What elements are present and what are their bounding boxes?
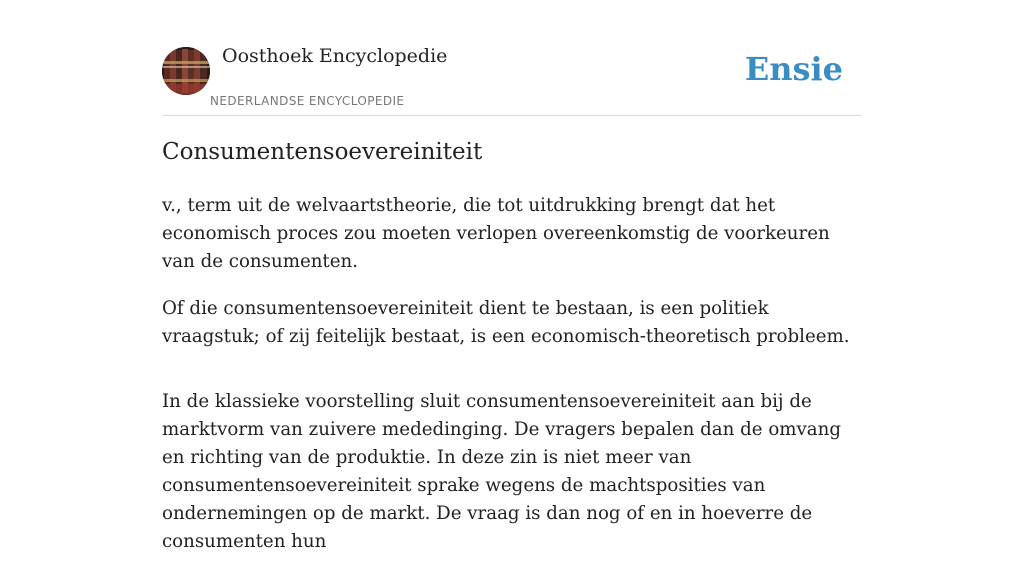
brand-logo[interactable]: Ensie (744, 50, 843, 88)
encyclopedia-books-icon (162, 47, 210, 95)
article-body (162, 192, 867, 575)
page (162, 0, 862, 552)
source-subtitle: NEDERLANDSE ENCYCLOPEDIE (210, 94, 405, 108)
avatar[interactable] (162, 47, 210, 95)
source-title[interactable]: Oosthoek Encyclopedie (222, 45, 448, 67)
article-paragraph-3: In de klassieke voorstelling sluit consumentensoevereiniteit aan bij de marktvorm van zuivere mededinging. De vragers bepalen dan de omvang en richting van de produktie. In deze zin is niet meer van consumentensoevereiniteit sprake wegens de machtsposities van ondernemingen op de markt. De vraag is dan nog of en in hoeverre de consumenten hun (162, 391, 841, 552)
source-header (162, 0, 862, 116)
article-paragraph-1: v., term uit de welvaartstheorie, die tot uitdrukking brengt dat het economisch proces zou moeten verlopen overeenkomstig de voorkeuren van de consumenten. (162, 195, 830, 272)
article-paragraph-2: Of die consumentensoevereiniteit dient te bestaan, is een politiek vraagstuk; of zij feitelijk bestaat, is een economisch-theoretisch probleem. (162, 298, 850, 347)
article-title: Consumentensoevereiniteit (162, 139, 483, 165)
